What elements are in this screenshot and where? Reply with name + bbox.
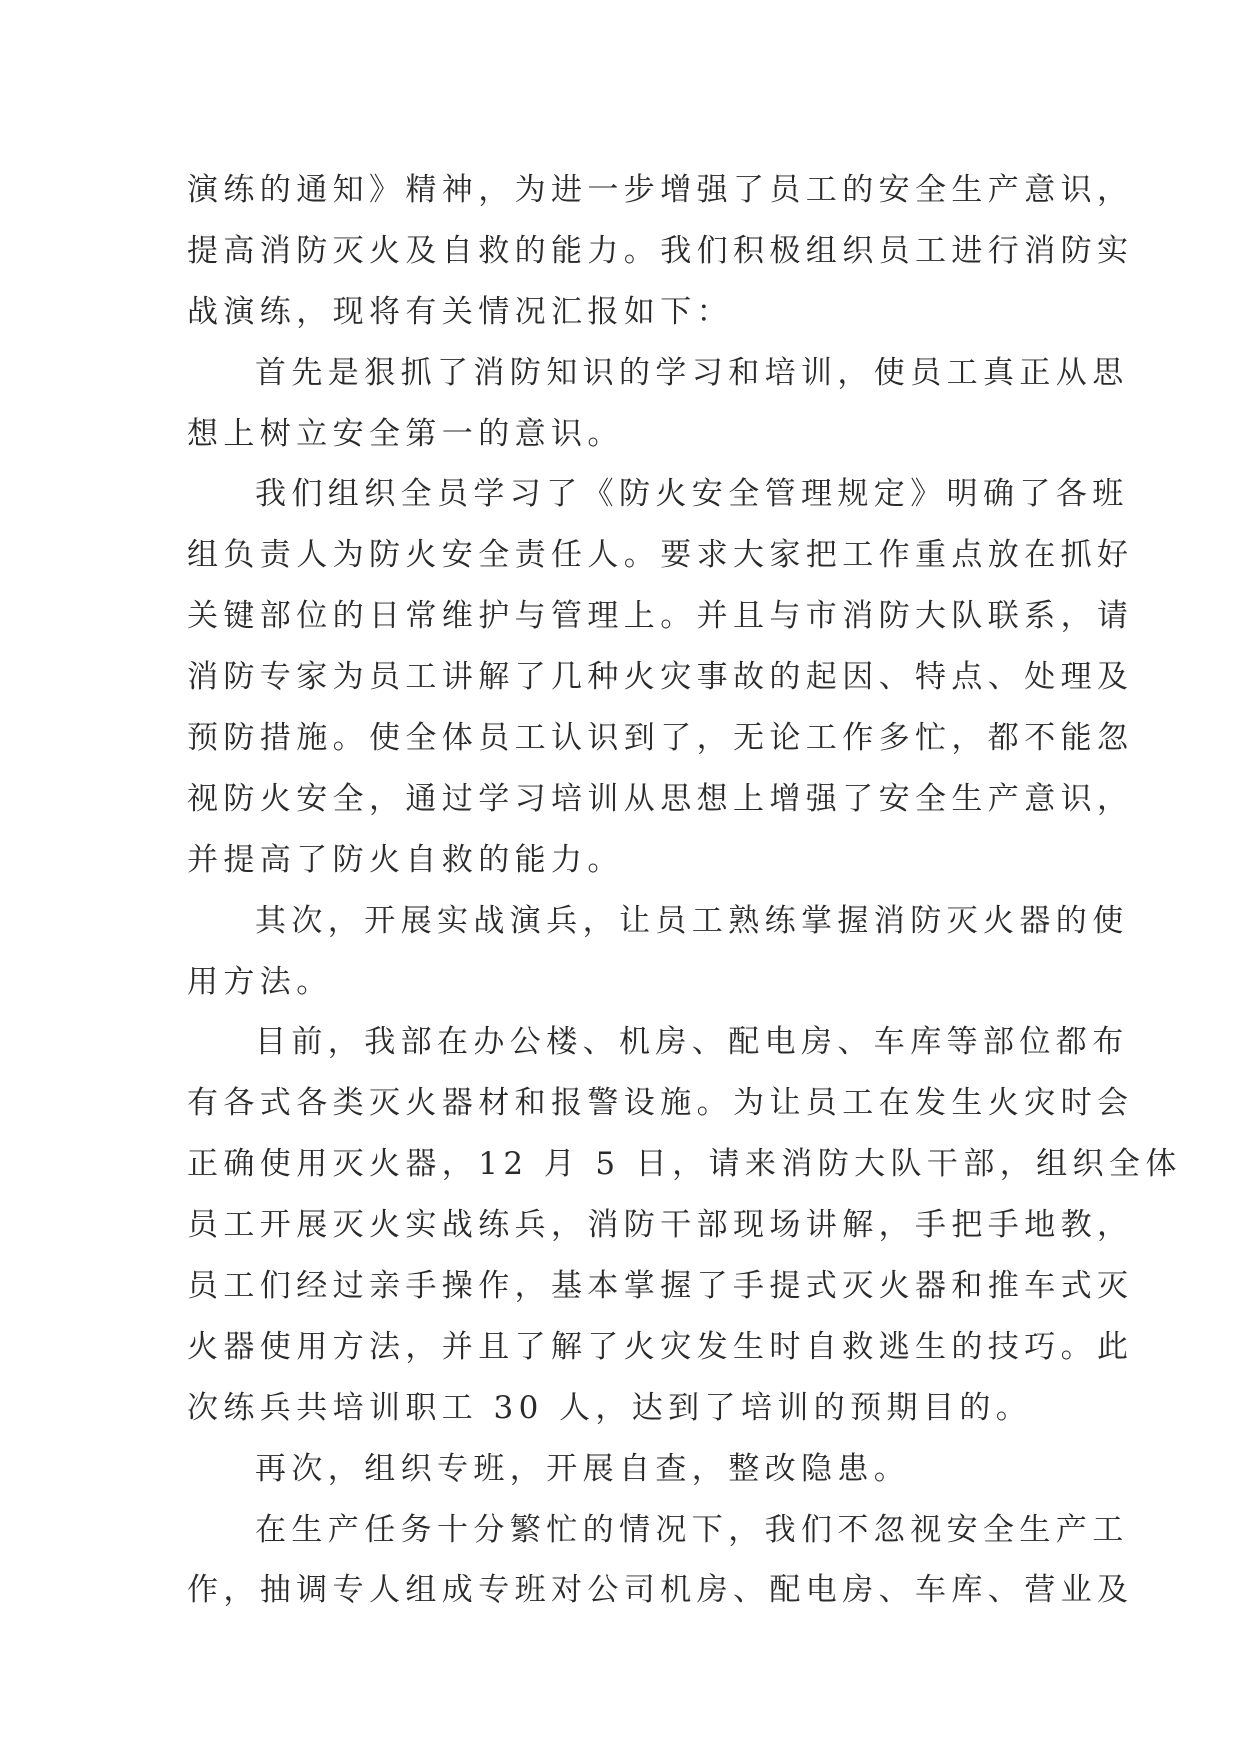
paragraph-first-line: 在生产任务十分繁忙的情况下，我们不忽视安全生产工 xyxy=(255,1511,1129,1548)
text-line: 员工开展灭火实战练兵，消防干部现场讲解，手把手地教， xyxy=(187,1207,1134,1244)
paragraph-first-line: 再次，组织专班，开展自查，整改隐患。 xyxy=(255,1450,911,1487)
text-line: 火器使用方法，并且了解了火灾发生时自救逃生的技巧。此 xyxy=(187,1328,1134,1365)
text-line: 关键部位的日常维护与管理上。并且与市消防大队联系，请 xyxy=(187,598,1134,635)
text-line: 有各式各类灭火器材和报警设施。为让员工在发生火灾时会 xyxy=(187,1085,1134,1122)
text-line: 正确使用灭火器，12 月 5 日，请来消防大队干部，组织全体 xyxy=(187,1146,1182,1183)
text-line: 演练的通知》精神，为进一步增强了员工的安全生产意识， xyxy=(187,172,1134,208)
paragraph-first-line: 其次，开展实战演兵，让员工熟练掌握消防灭火器的使 xyxy=(255,902,1129,939)
text-line: 用方法。 xyxy=(187,963,333,1000)
text-line: 视防火安全，通过学习培训从思想上增强了安全生产意识， xyxy=(187,780,1134,817)
text-line: 消防专家为员工讲解了几种火灾事故的起因、特点、处理及 xyxy=(187,659,1134,696)
text-line: 提高消防灭火及自救的能力。我们积极组织员工进行消防实 xyxy=(187,232,1134,269)
text-line: 组负责人为防火安全责任人。要求大家把工作重点放在抓好 xyxy=(187,537,1134,574)
text-line: 战演练，现将有关情况汇报如下： xyxy=(187,293,733,330)
text-line: 想上树立安全第一的意识。 xyxy=(187,415,624,452)
paragraph-first-line: 目前，我部在办公楼、机房、配电房、车库等部位都布 xyxy=(255,1024,1129,1061)
text-line: 预防措施。使全体员工认识到了，无论工作多忙，都不能忽 xyxy=(187,720,1134,757)
text-line: 并提高了防火自救的能力。 xyxy=(187,841,624,878)
paragraph-first-line: 我们组织全员学习了《防火安全管理规定》明确了各班 xyxy=(255,476,1129,513)
text-line: 员工们经过亲手操作，基本掌握了手提式灭火器和推车式灭 xyxy=(187,1268,1134,1305)
document-body xyxy=(187,160,1182,1621)
text-line: 次练兵共培训职工 30 人，达到了培训的预期目的。 xyxy=(187,1389,1033,1426)
paragraph-first-line: 首先是狠抓了消防知识的学习和培训，使员工真正从思 xyxy=(255,354,1129,391)
text-line: 作，抽调专人组成专班对公司机房、配电房、车库、营业及 xyxy=(187,1572,1134,1609)
